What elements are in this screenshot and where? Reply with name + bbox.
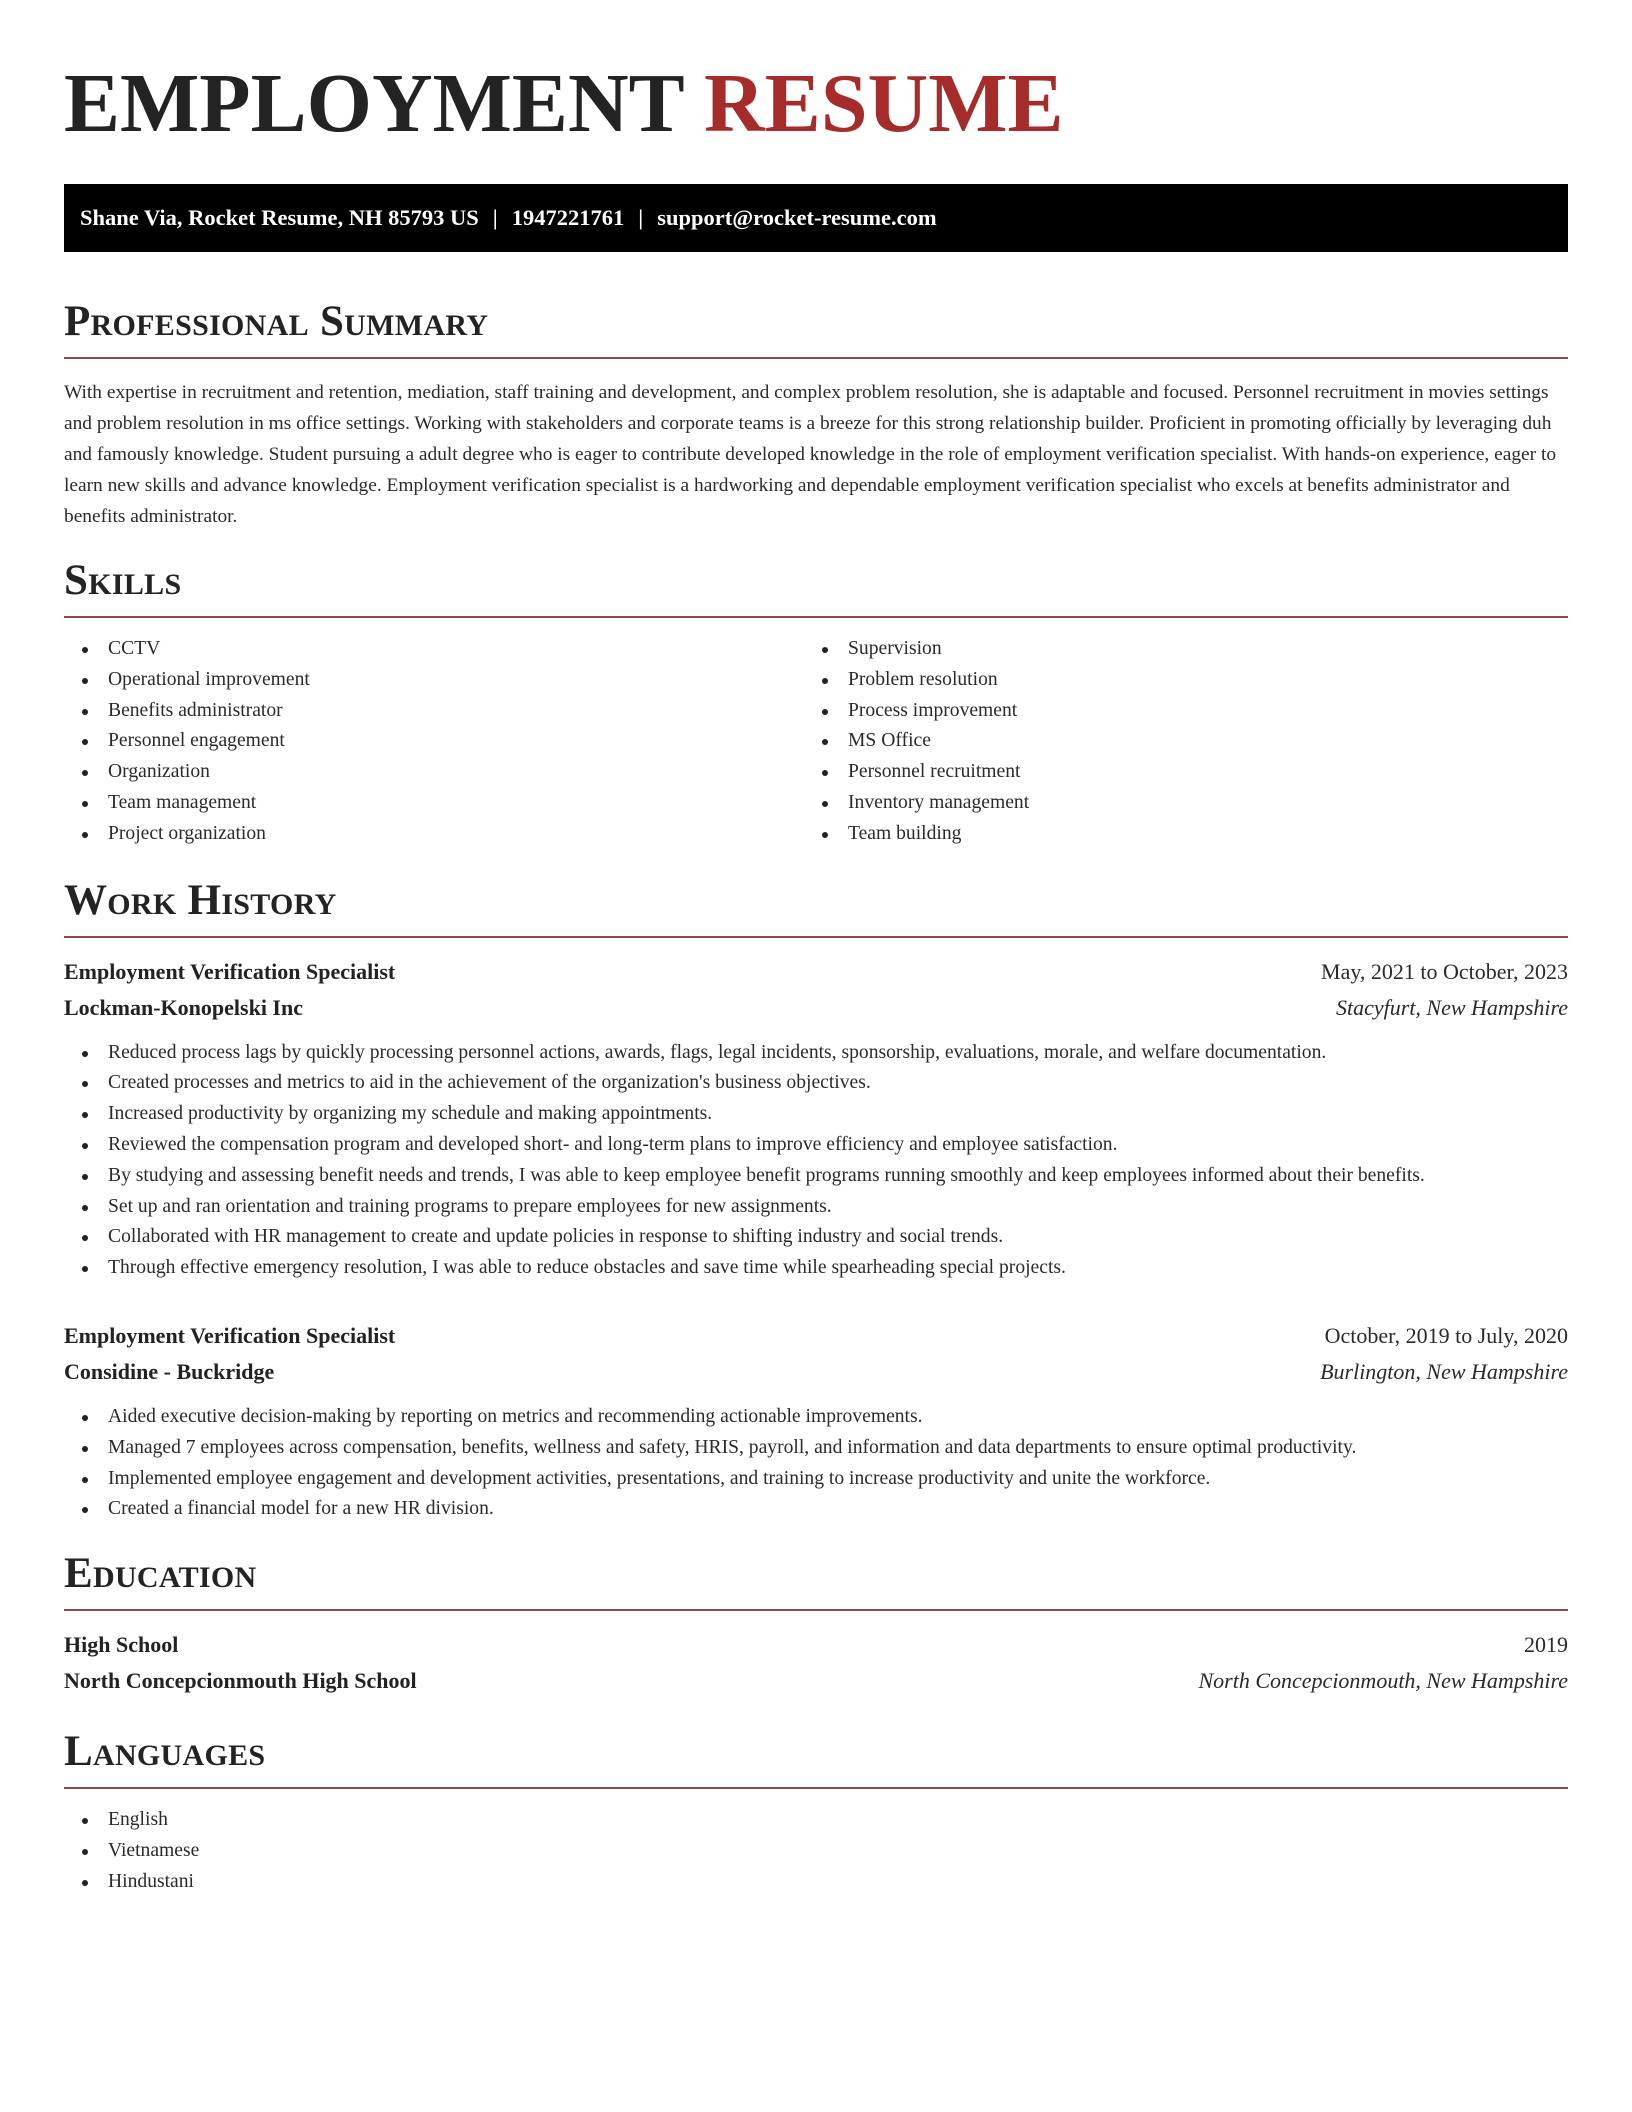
- job-title: Employment Verification Specialist: [64, 958, 396, 984]
- education-entry: [64, 1627, 1568, 1699]
- job-duty: Reviewed the compensation program and developed short- and long-term plans to improve efficiency and employee satisfaction.: [64, 1130, 1568, 1161]
- job-header-row: [64, 954, 1568, 990]
- skills-list-left: [64, 634, 804, 850]
- job-company: Considine - Buckridge: [64, 1358, 275, 1384]
- section-divider: [64, 936, 1568, 938]
- language-item: Hindustani: [64, 1867, 1568, 1898]
- skill-item: Process improvement: [804, 696, 1544, 727]
- skill-item: Organization: [64, 757, 804, 788]
- job-duty: Set up and ran orientation and training programs to prepare employees for new assignments.: [64, 1192, 1568, 1223]
- education-year: 2019: [1524, 1632, 1568, 1658]
- job-company: Lockman-Konopelski Inc: [64, 994, 303, 1020]
- section-divider: [64, 616, 1568, 618]
- job-entry: [64, 1318, 1568, 1525]
- skills-section: [64, 556, 1568, 850]
- skills-list-right: [804, 634, 1544, 850]
- languages-section: [64, 1727, 1568, 1897]
- title-accent: RESUME: [704, 57, 1064, 150]
- education-heading: Education: [64, 1550, 257, 1598]
- work-history-heading: Work History: [64, 876, 337, 924]
- job-header-row: [64, 1318, 1568, 1354]
- work-history-section: [64, 876, 1568, 1526]
- job-title: Employment Verification Specialist: [64, 1322, 396, 1348]
- language-item: Vietnamese: [64, 1836, 1568, 1867]
- section-divider: [64, 357, 1568, 359]
- job-duty: Created a financial model for a new HR division.: [64, 1494, 1568, 1525]
- title-main: EMPLOYMENT: [64, 57, 684, 150]
- section-divider: [64, 1787, 1568, 1789]
- skill-item: MS Office: [804, 726, 1544, 757]
- job-dates: May, 2021 to October, 2023: [1321, 958, 1568, 984]
- job-duty: Collaborated with HR management to create and update policies in response to shifting industry and social trends.: [64, 1222, 1568, 1253]
- job-dates: October, 2019 to July, 2020: [1324, 1322, 1568, 1348]
- resume-page: [64, 0, 1568, 1898]
- skill-item: Personnel engagement: [64, 726, 804, 757]
- job-duties-list: [64, 1038, 1568, 1284]
- summary-text: With expertise in recruitment and retention, mediation, staff training and development, and complex problem resolution, she is adaptable and focused. Personnel recruitment in movies settings and problem resolution in ms office settings. Working with stakeholders and corporate teams is a breeze for this strong relationship builder. Proficient in promoting officially by leveraging duh and famously knowledge. Student pursuing a adult degree who is eager to contribute developed knowledge in the role of employment verification specialist. With hands-on experience, eager to learn new skills and advance knowledge. Employment verification specialist is a hardworking and dependable employment verification specialist who excels at benefits administrator and benefits administrator.: [64, 382, 1557, 527]
- education-degree-row: [64, 1627, 1568, 1663]
- skills-heading: Skills: [64, 557, 182, 604]
- job-duty: Increased productivity by organizing my schedule and making appointments.: [64, 1099, 1568, 1130]
- job-company-row: [64, 1354, 1568, 1390]
- skill-item: Project organization: [64, 819, 804, 850]
- education-section: [64, 1549, 1568, 1699]
- section-divider: [64, 1609, 1568, 1611]
- education-school: North Concepcionmouth High School: [64, 1668, 417, 1694]
- skill-item: Benefits administrator: [64, 696, 804, 727]
- contact-email: support@rocket-resume.com: [657, 205, 937, 230]
- job-company-row: [64, 990, 1568, 1026]
- skill-item: Supervision: [804, 634, 1544, 665]
- education-location: North Concepcionmouth, New Hampshire: [1198, 1668, 1568, 1694]
- contact-bar: [64, 184, 1568, 252]
- skill-item: Inventory management: [804, 788, 1544, 819]
- summary-section: [64, 297, 1568, 532]
- summary-heading: Professional Summary: [64, 298, 489, 345]
- job-duties-list: [64, 1402, 1568, 1525]
- education-degree: High School: [64, 1632, 179, 1658]
- job-duty: Implemented employee engagement and development activities, presentations, and training to increase productivity and unite the workforce.: [64, 1464, 1568, 1495]
- job-location: Stacyfurt, New Hampshire: [1336, 994, 1568, 1020]
- job-duty: Aided executive decision-making by reporting on metrics and recommending actionable improvements.: [64, 1402, 1568, 1433]
- job-duty: Managed 7 employees across compensation, benefits, wellness and safety, HRIS, payroll, and information and data departments to ensure optimal productivity.: [64, 1433, 1568, 1464]
- skill-item: Team building: [804, 819, 1544, 850]
- contact-separator: |: [638, 205, 644, 230]
- contact-separator: |: [492, 205, 498, 230]
- language-item: English: [64, 1805, 1568, 1836]
- job-duty: By studying and assessing benefit needs and trends, I was able to keep employee benefit programs running smoothly and keep employees informed about their benefits.: [64, 1161, 1568, 1192]
- job-location: Burlington, New Hampshire: [1320, 1358, 1568, 1384]
- skill-item: CCTV: [64, 634, 804, 665]
- job-duty: Reduced process lags by quickly processing personnel actions, awards, flags, legal incidents, sponsorship, evaluations, morale, and welfare documentation.: [64, 1038, 1568, 1069]
- job-duty: Created processes and metrics to aid in the achievement of the organization's business objectives.: [64, 1068, 1568, 1099]
- skills-columns: [64, 634, 1568, 850]
- contact-address: Shane Via, Rocket Resume, NH 85793 US: [80, 205, 479, 230]
- resume-title: [64, 0, 1568, 152]
- languages-list: [64, 1805, 1568, 1897]
- education-school-row: [64, 1663, 1568, 1699]
- skill-item: Team management: [64, 788, 804, 819]
- skill-item: Problem resolution: [804, 665, 1544, 696]
- contact-phone: 1947221761: [511, 205, 625, 230]
- skill-item: Operational improvement: [64, 665, 804, 696]
- skill-item: Personnel recruitment: [804, 757, 1544, 788]
- languages-heading: Languages: [64, 1728, 266, 1776]
- job-entry: [64, 954, 1568, 1284]
- job-duty: Through effective emergency resolution, I was able to reduce obstacles and save time while spearheading special projects.: [64, 1253, 1568, 1284]
